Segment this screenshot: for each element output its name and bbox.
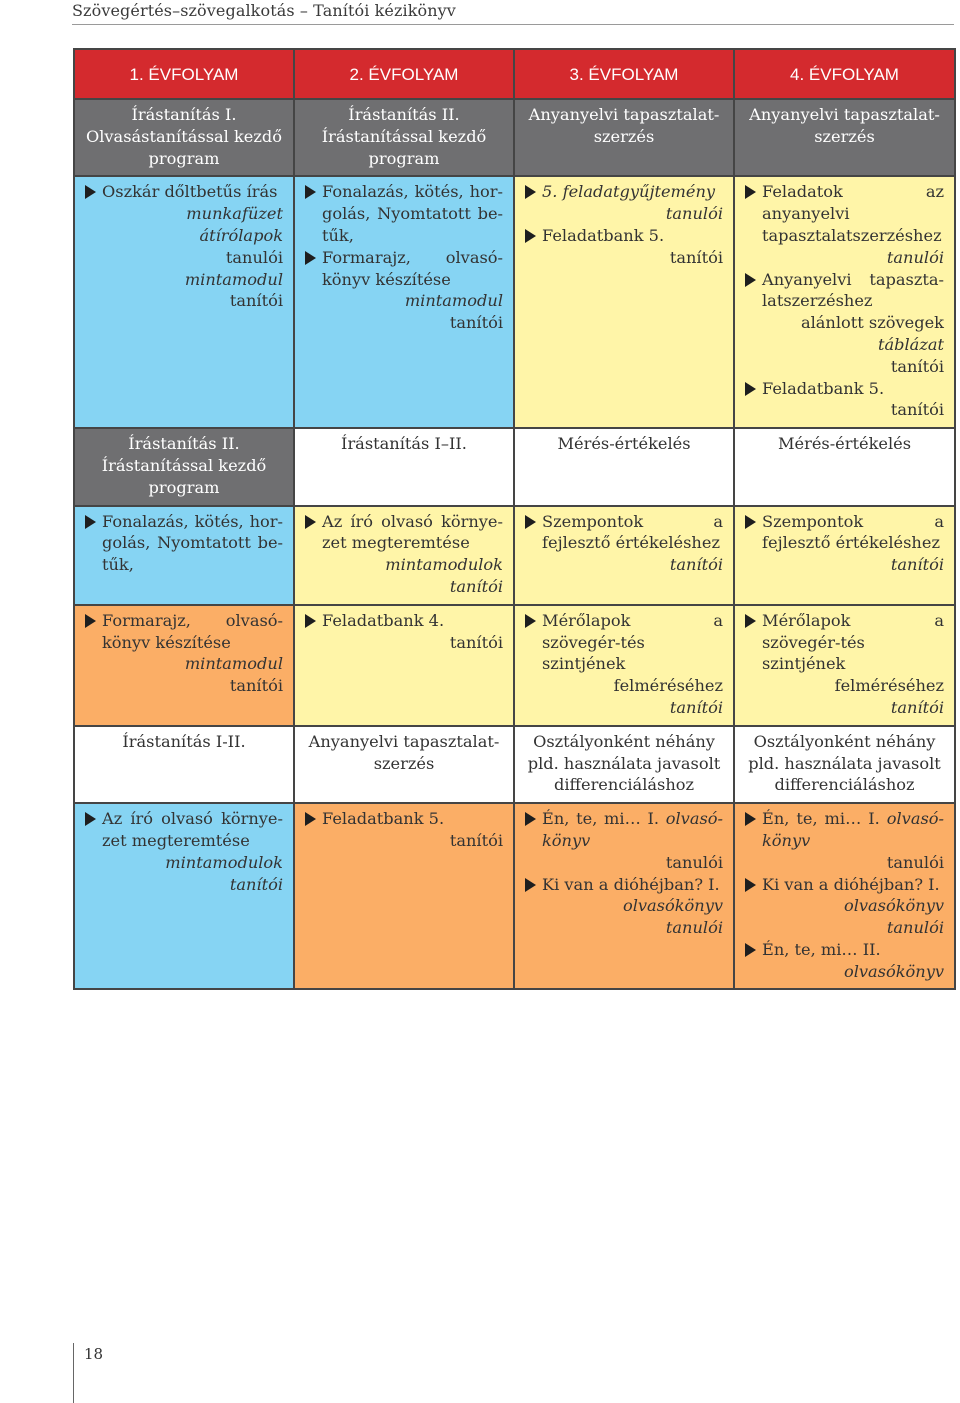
- list-item: Anyanyelvi tapaszta-latszerzéshez: [745, 269, 944, 313]
- running-header-title: Szövegértés–szövegalkotás – Tanítói kézikönyv: [72, 1, 456, 20]
- year-header-row: [74, 49, 955, 99]
- bullet-triangle-icon: [525, 614, 536, 628]
- content-row-1: [74, 176, 955, 428]
- content-cell: Oszkár dőltbetűs írás munkafüzet átírólapok tanulói mintamodul tanítói: [74, 176, 294, 428]
- content-cell: Formarajz, olvasó-könyv készítése mintamodul tanítói: [74, 605, 294, 726]
- section-header: Írástanítás I. Olvasástanítással kezdő program: [74, 99, 294, 176]
- list-item: Ki van a dióhéjban? I.: [745, 874, 944, 896]
- year-2-header: 2. ÉVFOLYAM: [294, 49, 514, 99]
- section-header: Írástanítás II. Írástanítással kezdő program: [294, 99, 514, 176]
- list-item: Mérőlapok a szövegér-tés szintjének: [745, 610, 944, 675]
- list-item: Én, te, mi… I. olvasó-könyv: [525, 808, 723, 852]
- bullet-triangle-icon: [85, 515, 96, 529]
- bullet-triangle-icon: [525, 878, 536, 892]
- content-cell: Az író olvasó környe-zet megteremtése mintamodulok tanítói: [294, 506, 514, 605]
- list-item: Fonalazás, kötés, hor-golás, Nyomtatott be-tűk,: [85, 511, 283, 576]
- list-item: Feladatbank 5.: [745, 378, 944, 400]
- bullet-triangle-icon: [745, 812, 756, 826]
- bullet-triangle-icon: [525, 229, 536, 243]
- content-cell: Feladatbank 5. tanítói: [294, 803, 514, 989]
- bullet-triangle-icon: [745, 273, 756, 287]
- bullet-triangle-icon: [305, 614, 316, 628]
- section-header: Írástanítás I–II.: [294, 428, 514, 505]
- bullet-triangle-icon: [745, 185, 756, 199]
- year-4-header: 4. ÉVFOLYAM: [734, 49, 955, 99]
- bullet-triangle-icon: [525, 185, 536, 199]
- section-header: Mérés-értékelés: [514, 428, 734, 505]
- section-header-row-2: [74, 428, 955, 505]
- list-item: Én, te, mi… I. olvasó-könyv: [745, 808, 944, 852]
- list-item: Szempontok a fejlesztő értékeléshez: [745, 511, 944, 555]
- content-cell: [74, 506, 294, 605]
- list-item: 5. feladatgyűjtemény: [525, 181, 723, 203]
- list-item: Fonalazás, kötés, hor-golás, Nyomtatott be-tűk,: [305, 181, 503, 246]
- bullet-triangle-icon: [525, 515, 536, 529]
- bullet-triangle-icon: [525, 812, 536, 826]
- page-number-box: [73, 1343, 104, 1403]
- list-item: Formarajz, olvasó-könyv készítése: [305, 247, 503, 291]
- section-header: Anyanyelvi tapasztalat- szerzés: [294, 726, 514, 803]
- content-row-4: [74, 803, 955, 989]
- section-header: Írástanítás I-II.: [74, 726, 294, 803]
- section-header: Osztályonként néhány pld. használata javasolt differenciáláshoz: [514, 726, 734, 803]
- list-item: Feladatok az anyanyelvi tapasztalatszerzéshez: [745, 181, 944, 246]
- bullet-triangle-icon: [85, 185, 96, 199]
- list-item: Oszkár dőltbetűs írás: [85, 181, 283, 203]
- bullet-triangle-icon: [305, 515, 316, 529]
- content-row-2: [74, 506, 955, 605]
- page-number: 18: [84, 1345, 104, 1363]
- list-item: Az író olvasó környe-zet megteremtése: [305, 511, 503, 555]
- bullet-triangle-icon: [305, 185, 316, 199]
- section-header-row-4: [74, 726, 955, 803]
- content-cell: Feladatok az anyanyelvi tapasztalatszerzéshez tanulói Anyanyelvi tapaszta-latszerzéshez alánlott szövegek táblázat tanítói Feladatbank 5. tanítói: [734, 176, 955, 428]
- running-header: [72, 0, 954, 25]
- section-header-row-1: [74, 99, 955, 176]
- content-cell: Mérőlapok a szövegér-tés szintjének felméréséhez tanítói: [734, 605, 955, 726]
- content-cell: 5. feladatgyűjtemény tanulói Feladatbank 5. tanítói: [514, 176, 734, 428]
- list-item: Feladatbank 4.: [305, 610, 503, 632]
- bullet-triangle-icon: [745, 943, 756, 957]
- list-item: Mérőlapok a szövegér-tés szintjének: [525, 610, 723, 675]
- content-cell: Szempontok a fejlesztő értékeléshez tanítói: [734, 506, 955, 605]
- section-header: Írástanítás II. Írástanítással kezdő program: [74, 428, 294, 505]
- section-header: Anyanyelvi tapasztalat- szerzés: [734, 99, 955, 176]
- bullet-triangle-icon: [85, 614, 96, 628]
- bullet-triangle-icon: [745, 878, 756, 892]
- section-header: Osztályonként néhány pld. használata javasolt differenciáláshoz: [734, 726, 955, 803]
- curriculum-table: [73, 48, 956, 990]
- content-cell: Én, te, mi… I. olvasó-könyv tanulói Ki van a dióhéjban? I. olvasókönyv tanulói: [514, 803, 734, 989]
- content-cell: Én, te, mi… I. olvasó-könyv tanulói Ki van a dióhéjban? I. olvasókönyv tanulói Én, te, mi… II. olvasókönyv: [734, 803, 955, 989]
- list-item: Én, te, mi… II.: [745, 939, 944, 961]
- content-cell: Mérőlapok a szövegér-tés szintjének felméréséhez tanítói: [514, 605, 734, 726]
- bullet-triangle-icon: [85, 812, 96, 826]
- list-item: Ki van a dióhéjban? I.: [525, 874, 723, 896]
- bullet-triangle-icon: [745, 515, 756, 529]
- list-item: Feladatbank 5.: [305, 808, 503, 830]
- bullet-triangle-icon: [305, 812, 316, 826]
- section-header: Anyanyelvi tapasztalat- szerzés: [514, 99, 734, 176]
- year-1-header: 1. ÉVFOLYAM: [74, 49, 294, 99]
- bullet-triangle-icon: [305, 251, 316, 265]
- content-cell: Szempontok a fejlesztő értékeléshez tanítói: [514, 506, 734, 605]
- list-item: Az író olvasó környe-zet megteremtése: [85, 808, 283, 852]
- list-item: Feladatbank 5.: [525, 225, 723, 247]
- content-cell: Fonalazás, kötés, hor-golás, Nyomtatott be-tűk, Formarajz, olvasó-könyv készítése mintamodul tanítói: [294, 176, 514, 428]
- year-3-header: 3. ÉVFOLYAM: [514, 49, 734, 99]
- bullet-triangle-icon: [745, 614, 756, 628]
- content-row-3: [74, 605, 955, 726]
- list-item: Formarajz, olvasó-könyv készítése: [85, 610, 283, 654]
- content-cell: Feladatbank 4. tanítói: [294, 605, 514, 726]
- bullet-triangle-icon: [745, 382, 756, 396]
- content-cell: Az író olvasó környe-zet megteremtése mintamodulok tanítói: [74, 803, 294, 989]
- list-item: Szempontok a fejlesztő értékeléshez: [525, 511, 723, 555]
- section-header: Mérés-értékelés: [734, 428, 955, 505]
